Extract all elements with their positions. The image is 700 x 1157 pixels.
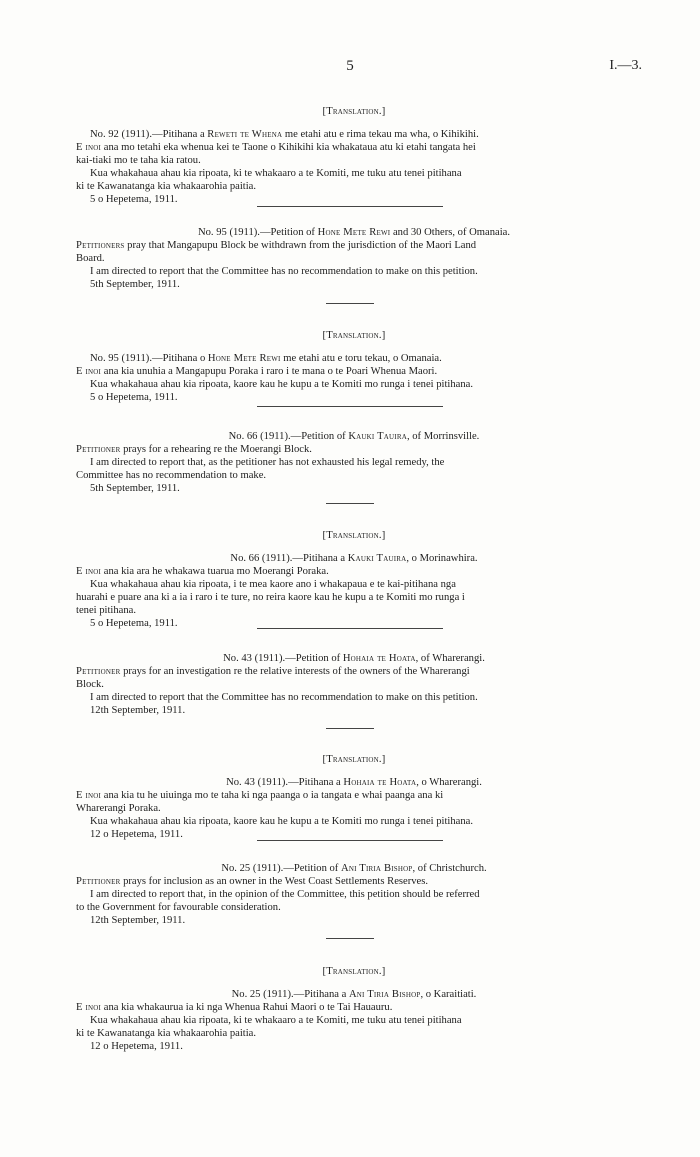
entry-body: Petitioner prays for an investigation re the relative interests of the owners of the Wharerangi — [76, 666, 470, 677]
page-number: 5 — [346, 58, 354, 74]
entry-43-english — [76, 652, 632, 717]
section-divider — [257, 840, 443, 841]
translation-label: [Translation.] — [322, 329, 386, 341]
entry-date: 5 o Hepetema, 1911. — [90, 194, 178, 206]
entry-body: Petitioners pray that Mangapupu Block be withdrawn from the jurisdiction of the Maori Land — [76, 240, 477, 251]
entry-date: 5 o Hepetema, 1911. — [90, 392, 178, 404]
entry-heading: No. 43 (1911).—Petition of Hohaia te Hoata, of Wharerangi. — [223, 653, 485, 664]
section-divider — [257, 628, 443, 629]
entry-25-english — [76, 862, 632, 927]
entry-report-cont: to the Government for favourable consideration. — [76, 902, 281, 913]
entry-body: E inoi ana mo tetahi eka whenua kei te Taone o Kihikihi kia whakataua atu ki etahi tangata hei — [76, 142, 476, 154]
entry-report: Kua whakahaua ahau kia ripoata, i te mea kaore ano i whakapaua e te kai-pitihana nga — [90, 579, 456, 591]
translation-label: [Translation.] — [322, 753, 386, 765]
entry-heading: No. 95 (1911).—Pitihana o Hone Mete Rewi me etahi atu e toru tekau, o Omanaia. — [90, 353, 442, 365]
entry-report: Kua whakahaua ahau kia ripoata, ki te whakaaro a te Komiti, me tuku atu tenei pitihana — [90, 168, 462, 180]
entry-report: I am directed to report that the Committee has no recommendation to make on this petition. — [90, 266, 478, 277]
entry-25-maori — [76, 954, 632, 1053]
entry-report: Kua whakahaua ahau kia ripoata, ki te whakaaro a te Komiti, me tuku atu tenei pitihana — [90, 1015, 462, 1027]
translation-label: [Translation.] — [322, 529, 386, 541]
entry-body: E inoi ana kia ara he whakawa tuarua mo Moerangi Poraka. — [76, 566, 329, 578]
entry-report: I am directed to report that, as the petitioner has not exhausted his legal remedy, the — [90, 457, 445, 468]
entry-66-maori — [76, 518, 632, 630]
entry-date: 12 o Hepetema, 1911. — [90, 1041, 183, 1053]
entry-date: 5th September, 1911. — [90, 279, 180, 290]
document-reference: I.—3. — [609, 58, 642, 73]
entry-95-maori — [76, 318, 632, 404]
entry-report-cont: huarahi e puare ana ki a ia i raro i te ture, no reira kaore kau he kupu a te Komiti mo runga i — [76, 592, 465, 604]
entry-body: Petitioner prays for inclusion as an owner in the West Coast Settlements Reserves. — [76, 876, 429, 887]
entry-body-cont: Block. — [76, 679, 104, 690]
entry-divider — [326, 728, 374, 729]
entry-heading: No. 25 (1911).—Pitihana a Ani Tiria Bishop, o Karaitiati. — [231, 989, 477, 1001]
entry-66-english — [76, 430, 632, 495]
entry-date: 12 o Hepetema, 1911. — [90, 829, 183, 841]
entry-date: 5 o Hepetema, 1911. — [90, 618, 178, 630]
entry-date: 12th September, 1911. — [90, 705, 186, 716]
entry-heading: No. 95 (1911).—Petition of Hone Mete Rewi and 30 Others, of Omanaia. — [197, 227, 511, 238]
entry-date: 5th September, 1911. — [90, 483, 180, 494]
entry-43-maori — [76, 742, 632, 841]
entry-date: 12th September, 1911. — [90, 915, 186, 926]
entry-report: Kua whakahaua ahau kia ripoata, kaore kau he kupu a te Komiti mo runga i tenei pitihana. — [90, 379, 474, 391]
entry-divider — [326, 303, 374, 304]
entry-report-cont: Committee has no recommendation to make. — [76, 470, 267, 481]
entry-body: Petitioner prays for a rehearing re the Moerangi Block. — [76, 444, 312, 455]
entry-report: I am directed to report that, in the opinion of the Committee, this petition should be referred — [90, 889, 480, 900]
entry-divider — [326, 938, 374, 939]
entry-heading: No. 92 (1911).—Pitihana a Reweti te Whena me etahi atu e rima tekau ma wha, o Kihikihi. — [90, 129, 479, 141]
entry-report-cont: ki te Kawanatanga kia whakaarohia paitia. — [76, 181, 257, 193]
entry-body-cont: Wharerangi Poraka. — [76, 803, 161, 815]
entry-body: E inoi ana kia tu he uiuinga mo te taha ki nga paanga o ia tangata e whai paanga ana ki — [76, 790, 444, 802]
entry-report: Kua whakahaua ahau kia ripoata, kaore kau he kupu a te Komiti mo runga i tenei pitihana. — [90, 816, 474, 828]
section-divider — [257, 406, 443, 407]
entry-heading: No. 43 (1911).—Pitihana a Hohaia te Hoata, o Wharerangi. — [226, 777, 482, 789]
section-divider — [257, 206, 443, 207]
entry-body-cont: kai-tiaki mo te taha kia ratou. — [76, 155, 201, 167]
entry-body-cont: Board. — [76, 253, 105, 264]
entry-report-cont: tenei pitihana. — [76, 605, 137, 617]
entry-divider — [326, 503, 374, 504]
entry-92-maori — [76, 94, 632, 206]
entry-95-english — [76, 226, 632, 291]
entry-report-cont: ki te Kawanatanga kia whakaarohia paitia. — [76, 1028, 257, 1040]
translation-label: [Translation.] — [322, 965, 386, 977]
entry-body: E inoi ana kia unuhia a Mangapupu Poraka i raro i te mana o te Poari Whenua Maori. — [76, 366, 438, 378]
entry-body: E inoi ana kia whakaurua ia ki nga Whenua Rahui Maori o te Tai Hauauru. — [76, 1002, 393, 1014]
translation-label: [Translation.] — [322, 105, 386, 117]
entry-report: I am directed to report that the Committee has no recommendation to make on this petition. — [90, 692, 478, 703]
entry-heading: No. 25 (1911).—Petition of Ani Tiria Bishop, of Christchurch. — [221, 863, 487, 874]
entry-heading: No. 66 (1911).—Petition of Kauki Tauira, of Morrinsville. — [228, 431, 480, 442]
entry-heading: No. 66 (1911).—Pitihana a Kauki Tauira, o Morinawhira. — [230, 553, 478, 565]
